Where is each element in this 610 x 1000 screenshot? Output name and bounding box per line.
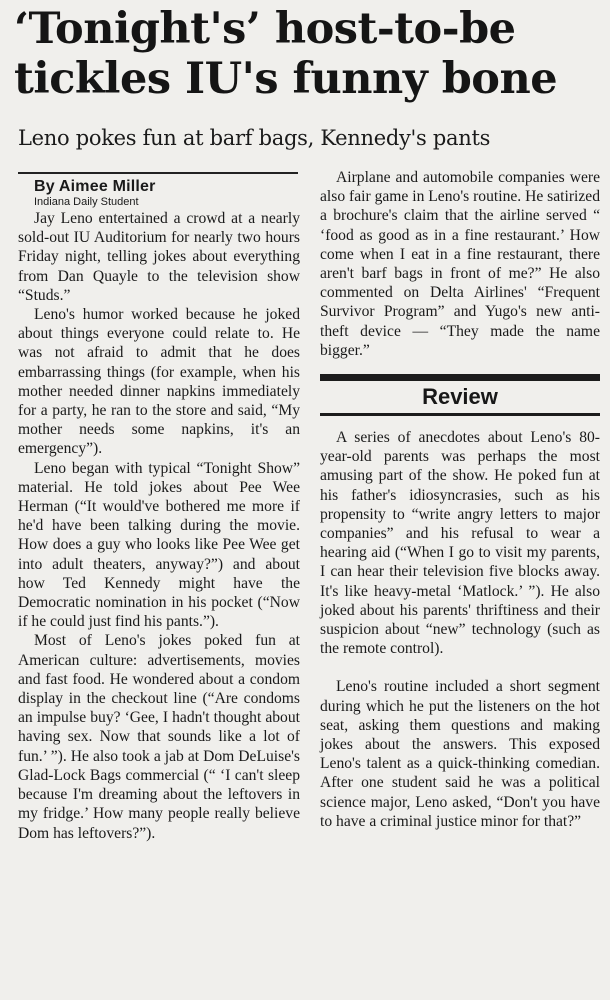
article-paragraph: Leno began with typical “Tonight Show” material. He told jokes about Pee Wee Herman (“It would've bothered me more if he'd have been talking during the movie. How does a guy who looks like Pee Wee get into adult theaters, anyway?”) and about how Ted Kennedy might have the Democratic nomination in his pocket (“Now if he could just find his pants.”). xyxy=(18,459,300,631)
review-label: Review xyxy=(422,384,498,410)
headline xyxy=(14,4,604,104)
article-column-left xyxy=(18,172,300,843)
headline-line-1: ‘Tonight's’ host-to-be xyxy=(14,4,516,54)
review-section-marker xyxy=(320,374,600,416)
byline-affiliation: Indiana Daily Student xyxy=(34,196,139,208)
review-rule-bottom xyxy=(320,413,600,416)
subheadline: Leno pokes fun at barf bags, Kennedy's pants xyxy=(18,126,491,150)
article-paragraph: Leno's routine included a short segment during which he put the listeners on the hot seat, asking them questions and making jokes about the answers. This exposed Leno's talent as a quick-thinking comedian. After one student said he was a political science major, Leno asked, “Don't you have to have a criminal justice minor for that?” xyxy=(320,678,600,830)
article-paragraph: Most of Leno's jokes poked fun at American culture: advertisements, movies and fast food. He wondered about a condom display in the checkout line (“Are condoms an impulse buy? ‘Gee, I hadn't thought about having sex. Now that sounds like a lot of fun.’ ”). He also took a jab at Dom DeLuise's Glad-Lock Bags commercial (“ ‘I can't sleep because I'm dreaming about the leftovers in my fridge.’ How many people really believe Dom has leftovers?”). xyxy=(18,632,300,842)
article-column-right xyxy=(320,168,600,831)
article-paragraph: Leno's humor worked because he joked about things everyone could relate to. He was not afraid to admit that he does embarrassing things (for example, when his mother needed dinner napkins immediately for a party, he ran to the store and said, “My mother needs some napkins, it's an emergency”). xyxy=(18,306,300,458)
article-paragraph: A series of anecdotes about Leno's 80-year-old parents was perhaps the most amusing part of the show. He poked fun at his father's idiosyncrasies, such as his propensity to “write angry letters to major companies” and his refusal to wear a hearing aid (“When I go to visit my parents, I can hear their television five blocks away. It's like heavy-metal ‘Matlock.’ ”). He also joked about his parents' thriftiness and their suspicion about “new” technology (such as the remote control). xyxy=(320,429,600,658)
byline-rule xyxy=(18,172,298,174)
article-paragraph: Airplane and automobile companies were also fair game in Leno's routine. He satirized a brochure's claim that the airline served “ ‘food as good as in a fine restaurant.’ How come when I eat in a fine restaurant, there aren't barf bags in front of me?” He also commented on Delta Airlines' “Frequent Survivor Program” and Yugo's new anti-theft device — “They made the name bigger.” xyxy=(320,169,600,359)
article-paragraph: Jay Leno entertained a crowd at a nearly sold-out IU Auditorium for nearly two hours Friday night, telling jokes about everything from Dan Quayle to the television show “Studs.” xyxy=(18,210,300,304)
review-rule-top xyxy=(320,374,600,381)
byline-name: By Aimee Miller xyxy=(34,178,156,195)
headline-line-2: tickles IU's funny bone xyxy=(14,54,558,104)
